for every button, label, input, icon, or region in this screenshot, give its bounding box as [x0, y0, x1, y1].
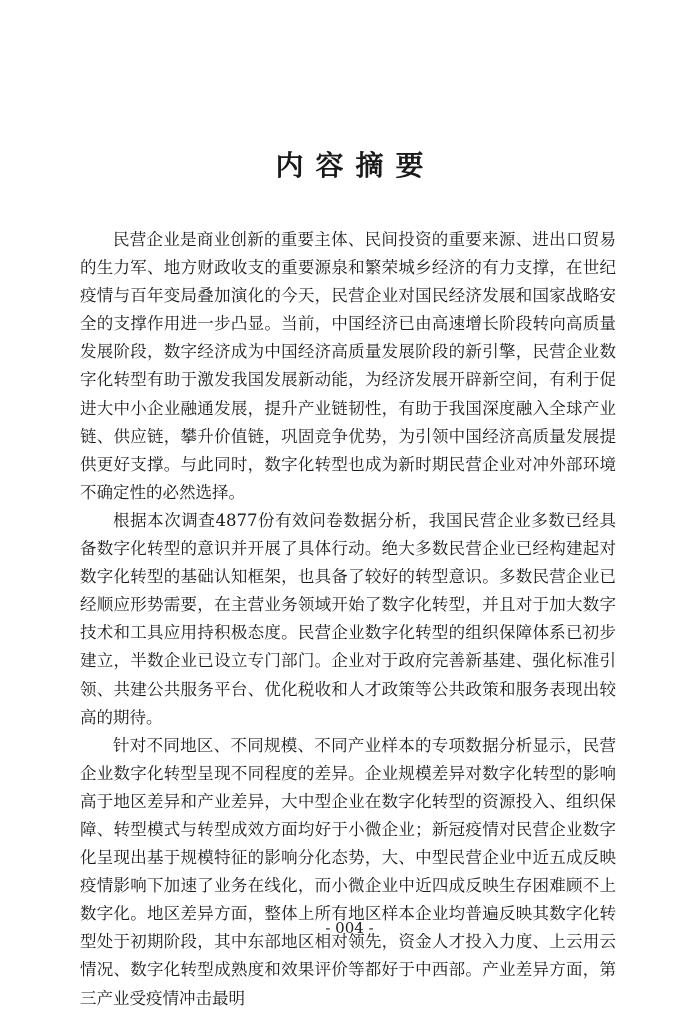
page-number: - 004 - — [325, 919, 374, 937]
paragraph-3: 针对不同地区、不同规模、不同产业样本的专项数据分析显示，民营企业数字化转型呈现不同程度的差异。企业规模差异对数字化转型的影响高于地区差异和产业差异，大中型企业在数字化转型的资源投入、组织保障、转型模式与转型成效方面均好于小微企业；新冠疫情对民营企业数字化呈现出基于规模特征的影响分化态势，大、中型民营企业中近五成反映疫情影响下加速了业务在线化，而小微企业中近四成反映生存困难顾不上数字化。地区差异方面，整体上所有地区样本企业均普遍反映其数字化转型处于初期阶段，其中东部地区相对领先，资金人才投入力度、上云用云情况、数字化转型成熟度和效果评价等都好于中西部。产业差异方面，第三产业受疫情冲击最明 — [80, 735, 616, 1008]
paragraph-1: 民营企业是商业创新的重要主体、民间投资的重要来源、进出口贸易的生力军、地方财政收支的重要源泉和繁荣城乡经济的有力支撑，在世纪疫情与百年变局叠加演化的今天，民营企业对国民经济发展和国家战略安全的支撑作用进一步凸显。当前，中国经济已由高速增长阶段转向高质量发展阶段，数字经济成为中国经济高质量发展阶段的新引擎，民营企业数字化转型有助于激发我国发展新动能，为经济发展开辟新空间，有利于促进大中小企业融通发展，提升产业链韧性，有助于我国深度融入全球产业链、供应链，攀升价值链，巩固竞争优势，为引领中国经济高质量发展提供更好支撑。与此同时，数字化转型也成为新时期民营企业对冲外部环境不确定性的必然选择。 — [80, 230, 616, 502]
paragraph-2: 根据本次调查4877份有效问卷数据分析，我国民营企业多数已经具备数字化转型的意识并开展了具体行动。绝大多数民营企业已经构建起对数字化转型的基础认知框架，也具备了较好的转型意识。多数民营企业已经顺应形势需要，在主营业务领域开始了数字化转型，并且对于加大数字技术和工具应用持积极态度。民营企业数字化转型的组织保障体系已初步建立，半数企业已设立专门部门。企业对于政府完善新基建、强化标准引领、共建公共服务平台、优化税收和人才政策等公共政策和服务表现出较高的期待。 — [80, 510, 616, 727]
page-title: 内容摘要 — [275, 149, 436, 182]
abstract-body — [80, 226, 616, 1013]
